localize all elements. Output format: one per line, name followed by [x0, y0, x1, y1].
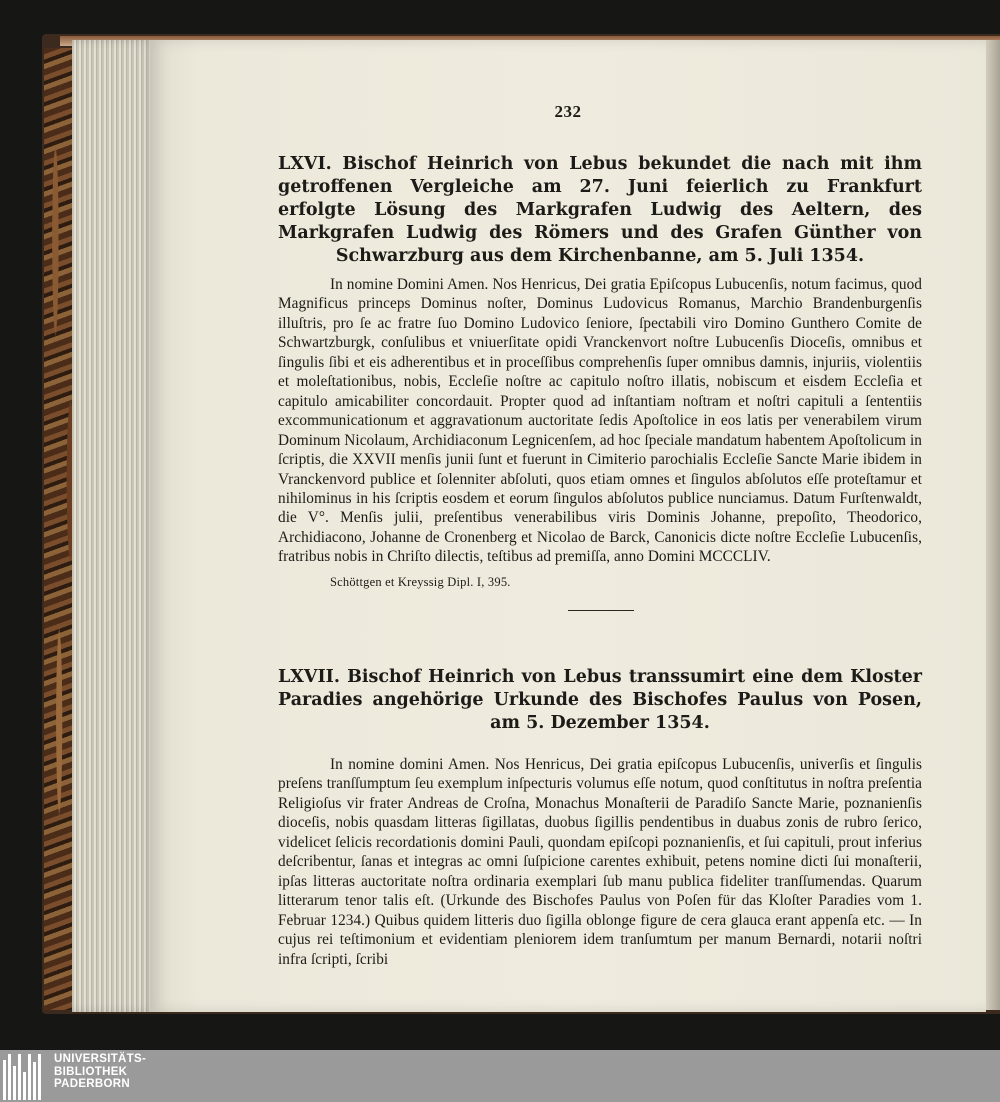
page-number: 232 [554, 102, 582, 121]
section-heading: LXVII. Bischof Heinrich von Lebus transsumirt eine dem Kloster Paradies angehörige Urkunde des Bischofes Paulus von Posen, am 5. Dezember 1354. [278, 667, 922, 733]
library-name-line: UNIVERSITÄTS- [54, 1053, 147, 1065]
right-page-edge [984, 40, 1000, 1010]
section-body: In nomine Domini Amen. Nos Henricus, Dei gratia Epiſcopus Lubucenſis, notum facimus, quod Magnificus princeps Dominus noſter, Dominus Ludovicus Romanus, Marchio Brandenburgenſis illuſtris, pro ſe ac fratre ſuo Domino Ludovico ſeniore, ſpectabili viro Domino Gunthero Comite de Schwartzburgk, conſulibus et vniuerſitate opidi Vranckenvort noſtre Lubucenſis Dioceſis, omnibus et ſingulis ſibi et eis adherentibus et in proceſſibus comprehenſis ſuper omnibus damnis, injuriis, violentiis et moleſtationibus, nobis, Eccleſie noſtre ac capitulo noſtro illatis, nobiscum et eisdem Eccleſia et capitulo amicabiliter concordauit. Propter quod ad inſtantiam noſtram et noſtri capituli a ſententiis excommunicationum et aggravationum auctoritate ſedis Apoſtolice in eos latis per venerabilem virum Dominum Nicolaum, Archidiaconum Legnicenſem, ad hoc ſpeciale mandatum habentem Apoſtolicum in ſcriptis, die XXVII menſis junii ſunt et fuerunt in Cimiterio parochialis Eccleſie Sancte Marie ibidem in Vranckenvord publice et ſolenniter abſoluti, quos etiam omnes et ſingulos abſolutos eſſe proteſtamur et nihilominus in his ſcriptis eosdem et eorum ſingulos abſolutos publice nunciamus. Datum Furſtenwaldt, die V°. Menſis julii, preſentibus venerabilibus viris Dominis Johanne, prepoſito, Theodorico, Archidiacono, Johanne de Cronenberg et Nicolao de Barck, Canonicis dicte noſtre Eccleſie Lubucenſis, fratribus nobis in Chriſto dilectis, teſtibus ad premiſſa, anno Domini MCCCLIV. [278, 276, 922, 566]
library-footer [0, 1050, 1000, 1102]
library-name-line: BIBLIOTHEK [54, 1065, 128, 1078]
library-name [54, 1053, 146, 1091]
page-edges [72, 40, 156, 1012]
library-name-line: PADERBORN [54, 1078, 130, 1091]
document-section-lxvi [278, 153, 922, 590]
library-logo-icon [3, 1052, 47, 1100]
source-citation: Schöttgen et Kreyssig Dipl. I, 395. [330, 574, 511, 589]
document-section-lxvii [278, 666, 922, 969]
section-heading: LXVI. Bischof Heinrich von Lebus bekundet die nach mit ihm getroffenen Vergleiche am 27. Juni feierlich zu Frankfurt erfolgte Lösung des Markgrafen Ludwig des Aeltern, des Markgrafen Ludwig des Römers und des Grafen Günther von Schwarzburg aus dem Kirchenbanne, am 5. Juli 1354. [278, 154, 922, 266]
section-body: In nomine domini Amen. Nos Henricus, Dei gratia epiſcopus Lubucenſis, univerſis et ſingulis preſens tranſſumptum ſeu exemplum inſpecturis volumus eſſe notum, quod conſtitutus in noſtra preſentia Religioſus vir frater Andreas de Croſna, Monachus Monaſterii de Paradiſo Sancte Marie, poznanienſis dioceſis, nobis quasdam litteras ſigillatas, duobus ſigillis pendentibus in duabus zonis de rubro ſerico, videlicet ſelicis recordationis domini Pauli, quondam epiſcopi poznanienſis, et ſui capituli, prout inferius deſcribentur, ſanas et integras ac omni ſuſpicione carentes exhibuit, petens nomine dicti ſui monaſterii, ipſas litteras auctoritate noſtra ordinaria exemplari ſub manu publica fideliter tranſſumendas. Quarum litterarum tenor talis eſt. (Urkunde des Bischofes Paulus von Poſen für das Kloſter Paradies vom 1. Februar 1234.) Quibus quidem litteris duo ſigilla oblonge figure de cera glauca erant appenſa etc. — In cujus rei teſtimonium et evidentiam pleniorem idem tranſumtum per manum Bernardi, notarii noſtri infra ſcripti, ſcribi [278, 756, 922, 968]
book-page [150, 40, 986, 1012]
section-divider [568, 610, 634, 611]
